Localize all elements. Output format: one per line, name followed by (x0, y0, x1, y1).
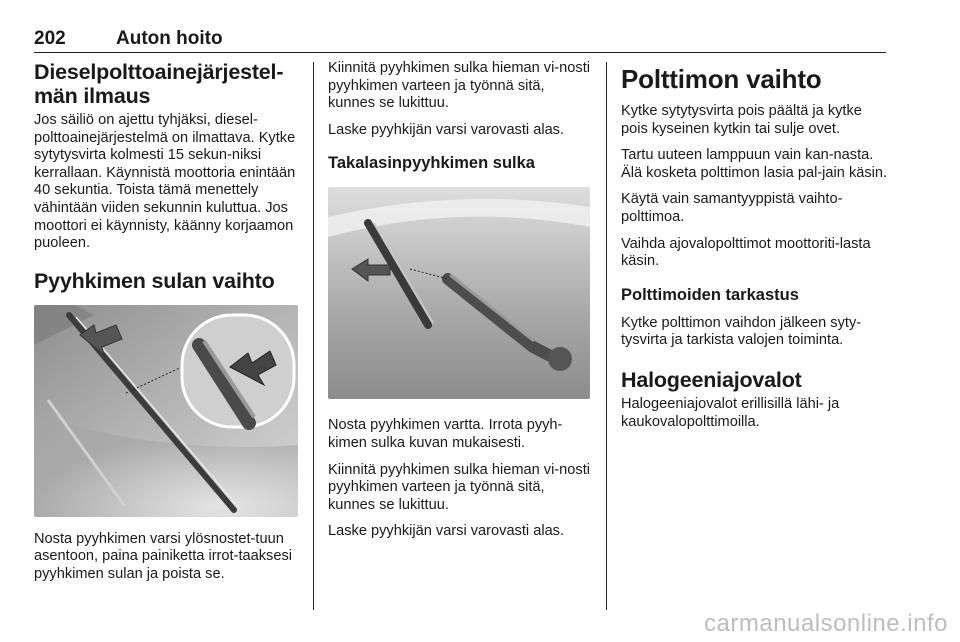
column-3 (621, 60, 889, 440)
heading-halogen-headlights: Halogeeniajovalot (621, 367, 802, 392)
column-divider-1 (313, 62, 314, 610)
paragraph-rear-wiper-lower: Laske pyyhkijän varsi varovasti alas. (328, 523, 565, 540)
section-title: Auton hoito (116, 28, 223, 49)
paragraph-same-type: Käytä vain samantyyppistä vaihto-polttimoa. (621, 191, 843, 225)
page-header (34, 22, 886, 53)
column-2 (328, 60, 590, 550)
heading-diesel-bleeding: Dieselpolttoainejärjestel-män ilmaus (34, 60, 284, 108)
page-number: 202 (34, 28, 66, 49)
paragraph-diesel-bleeding: Jos säiliö on ajettu tyhjäksi, diesel-polttoainejärjestelmä on ilmattava. Kytke sytytysvirta kolmesti 15 sekun-niksi kerrallaan. Käynnistä moottoria enintään 40 sekuntia. Toista tämä menettely vähintään viiden sekunnin kuluttua. Jos moottori ei käynnisty, käänny korjaamon puoleen. (34, 112, 296, 252)
detail-inset-icon (182, 315, 294, 427)
paragraph-wiper-attach: Kiinnitä pyyhkimen sulka hieman vi-nosti pyyhkimen varteen ja työnnä sitä, kunnes se lukittuu. (328, 60, 590, 112)
paragraph-headlight-bulbs: Vaihda ajovalopolttimot moottoriti-lasta käsin. (621, 235, 871, 270)
heading-rear-wiper: Takalasinpyyhkimen sulka (328, 154, 535, 173)
paragraph-halogen: Halogeeniajovalot erillisillä lähi- ja kaukovalopolttimoilla. (621, 395, 840, 430)
paragraph-rear-wiper-attach: Kiinnitä pyyhkimen sulka hieman vi-nosti pyyhkimen varteen ja työnnä sitä, kunnes se lukittuu. (328, 461, 590, 513)
heading-wiper-blade-change: Pyyhkimen sulan vaihto (34, 268, 275, 293)
paragraph-ignition-off: Kytke sytytysvirta pois päältä ja kytke pois kyseinen kytkin tai sulje ovet. (621, 103, 862, 137)
figure-front-wiper (34, 305, 298, 517)
heading-bulb-replacement: Polttimon vaihto (621, 64, 822, 94)
column-divider-2 (606, 62, 607, 610)
paragraph-wiper-lower: Laske pyyhkijän varsi varovasti alas. (328, 121, 565, 138)
paragraph-rear-wiper-remove: Nosta pyyhkimen vartta. Irrota pyyh-kimen sulka kuvan mukaisesti. (328, 417, 563, 451)
watermark: carmanualsonline.info (704, 610, 948, 637)
figure-rear-wiper (328, 187, 590, 399)
paragraph-bulb-check: Kytke polttimon vaihdon jälkeen syty-tysvirta ja tarkista valojen toiminta. (621, 314, 862, 349)
paragraph-wiper-remove: Nosta pyyhkimen varsi ylösnostet-tuun asentoon, paina painiketta irrot-taaksesi pyyhkimen sulan ja poista se. (34, 530, 292, 582)
heading-bulb-check: Polttimoiden tarkastus (621, 285, 799, 304)
paragraph-hold-bulb: Tartu uuteen lamppuun vain kan-nasta. Älä kosketa polttimon lasia pal-jain käsin. (621, 147, 888, 181)
column-1 (34, 60, 300, 593)
